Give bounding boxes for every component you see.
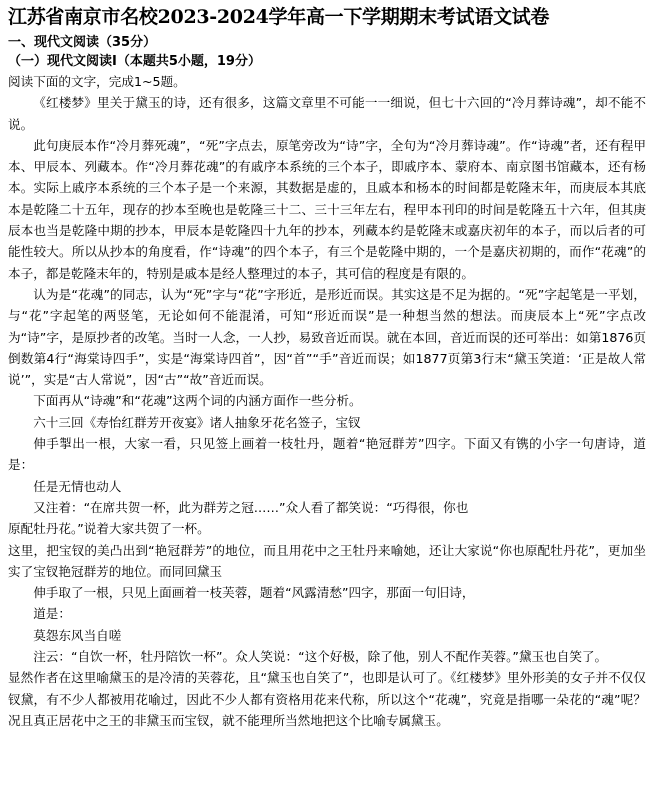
paragraph-5: 六十三回《寿怡红群芳开夜宴》诸人抽象牙花名签子，宝钗 [33,414,361,430]
document-title: 江苏省南京市名校2023-2024学年高一下学期期末考试语文试卷 [8,6,550,28]
paragraph-3: 认为是“花魂”的同志，认为“死”字与“花”字形近，是形近而误。其实这是不足为据的。“死”字起笔是一平划，与“花”字起笔的两竖笔，无论如何不能混淆，可知“形近而误”是一种想当然的想法。而庚辰本上“死”字点改为“诗”字，是原抄者的改笔。当时一人念，一人抄，易致音近而误。就在本回，音近而误的还可举出：如第1876页倒数第4行“海棠诗四手”，实是“海棠诗四首”，因“首”“手”音近而误；如1877页第3行末“黛玉笑道：‘正是故人常说’”，实是“古人常说”，因“古”“故”音近而误。 [8,286,646,388]
instruction-text: 阅读下面的文字，完成1~5题。 [8,74,186,89]
quote1-follow-a: 又注着：“在席共贺一杯，此为群芳之冠……”众人看了都笑说：“巧得很，你也 [33,499,469,515]
subsection-heading: （一）现代文阅读Ⅰ（本题共5小题，19分） [8,54,261,69]
paragraph-daiyu-draw: 伸手取了一根，只见上面画着一枝芙蓉，题着“风露清愁”四字，那面一句旧诗， [33,585,475,601]
paragraph-1: 《红楼梦》里关于黛玉的诗，还有很多，这篇文章里不可能一一细说，但七十六回的“冷月葬诗魂”，却不能不说。 [8,95,646,132]
paragraph-2: 此句庚辰本作“冷月葬死魂”，“死”字点去，原笔旁改为“诗”字，全句为“冷月葬诗魂”。作“诗魂”者，还有程甲本、甲辰本、列藏本。作“冷月葬花魂”的有戚序本系统的三个本子，即戚序本、蒙府本、南京图书馆藏本，还有杨本。实际上戚序本系统的三个本子是一个来源，其数据是虚的，且戚本和杨本的时间都是乾隆末年，而庚辰本其底本是乾隆二十五年，现存的抄本至晚也是乾隆三十二、三十三年左右，程甲本刊印的时间是乾隆五十六年，但其庚辰本也当是乾隆中期的抄本，甲辰本是乾隆四十九年的抄本，列藏本约是乾隆末或嘉庆初年的本子，而以后者的可能性较大。所以从抄本的角度看，作“诗魂”的四个本子，有三个是乾隆中期的，一个是嘉庆初期的，而作“花魂”的本子，都是乾隆末年的，特别是戚本是经人整理过的本子，其可信的程度是有限的。 [8,137,646,281]
daoshi-label: 道是： [33,606,71,622]
paragraph-4: 下面再从“诗魂”和“花魂”这两个词的内涵方面作一些分析。 [33,393,362,409]
poem-quote-1: 任是无情也动人 [33,478,122,494]
poem-quote-2: 莫怨东风当自嗟 [33,627,122,643]
final-paragraph: 显然作者在这里喻黛玉的是冷清的芙蓉花，且“黛玉也自笑了”，也即是认可了。《红楼梦》里外形美的女子并不仅仅钗黛，有不少人都被用花喻过，因此不少人都有资格用花来代称，所以这个“花魂”，究竟是指哪一朵花的“魂”呢？况且真正居花中之王的非黛玉而宝钗，就不能理所当然地把这个比喻专属黛玉。 [8,670,646,728]
paragraph-6: 伸手掣出一根，大家一看，只见签上画着一枝牡丹，题着“艳冠群芳”四字。下面又有镌的小字一句唐诗，道是： [8,436,646,473]
section-heading: 一、现代文阅读（35分） [8,35,157,50]
paragraph-after-quote1: 这里，把宝钗的美凸出到“艳冠群芳”的地位，而且用花中之王牡丹来喻她，还让大家说“你也原配牡丹花”，更加坐实了宝钗艳冠群芳的地位。而同回黛玉 [8,542,646,579]
quote1-follow-b: 原配牡丹花。”说着大家共贺了一杯。 [8,521,210,537]
quote2-follow: 注云：“自饮一杯，牡丹陪饮一杯”。众人笑说：“这个好极，除了他，别人不配作芙蓉。”黛玉也自笑了。 [33,649,608,665]
